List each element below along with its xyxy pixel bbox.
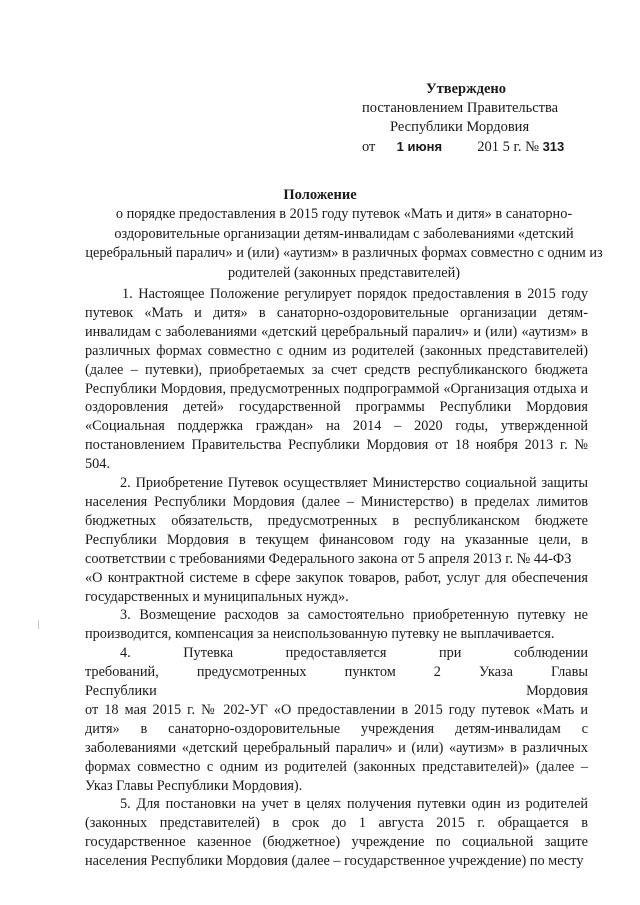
approval-date: 1 июня [396, 139, 443, 154]
approval-year: 201 5 г. № [477, 139, 539, 155]
scan-margin-mark [38, 620, 39, 629]
paragraph-3: 3. Возмещение расходов за самостоятельно приобретенную путевку не производится, компенсация за неиспользованную путевку не выплачивается. [85, 607, 588, 643]
paragraph-4: 4. Путевка предоставляется при соблюдении требований, предусмотренных пунктом 2 Указа Главы Республики Мордовия [85, 645, 588, 700]
document-title: Положение [283, 187, 357, 203]
paragraph-5: 5. Для постановки на учет в целях получения путевки один из родителей (законных представителей) в срок до 1 августа 2015 г. обращается в государственное казенное (бюджетное) учреждение по социальной защите населения Республики Мордовия (далее – государственное учреждение) по месту [85, 796, 588, 870]
approval-block [362, 80, 582, 157]
paragraph-4-continued: от 18 мая 2015 г. № 202-УГ «О предоставлении в 2015 году путевок «Мать и дитя» в санаторно-оздоровительные учреждения детям-инвалидам с заболеваниями «детский церебральный паралич» и (или) «аутизм» в различных формах совместно с одним из родителей (законных представителей)» (далее – Указ Главы Республики Мордовия). [85, 701, 588, 794]
approval-title: Утверждено [426, 81, 506, 97]
paragraph-1: 1. Настоящее Положение регулирует порядок предоставления в 2015 году путевок «Мать и дитя» в санаторно-оздоровительные организации детям-инвалидам с заболеваниями «детский церебральный паралич» и (или) «аутизм» в различных формах совместно с одним из родителей (законных представителей) (далее – путевки), приобретаемых за счет средств республиканского бюджета Республики Мордовия, предусмотренных подпрограммой «Организация отдыха и оздоровления детей» государственной программы Республики Мордовия «Социальная поддержка граждан» на 2014 – 2020 годы, утвержденной постановлением Правительства Республики Мордовия от 18 ноября 2013 г. № 504. [85, 286, 588, 473]
document-body [85, 285, 588, 871]
document-subtitle: о порядке предоставления в 2015 году путевок «Мать и дитя» в санаторно-оздоровительные организации детям-инвалидам с заболеваниями «детский церебральный паралич» и (или) «аутизм» в различных формах совместно с одним из родителей (законных представителей) [85, 206, 603, 281]
approval-resolution: постановлением Правительства [362, 100, 559, 116]
approval-number: 313 [542, 139, 565, 154]
approval-republic: Республики Мордовия [390, 119, 530, 135]
approval-prefix: от [362, 139, 376, 155]
paragraph-2: 2. Приобретение Путевок осуществляет Министерство социальной защиты населения Республики Мордовия (далее – Министерство) в пределах лимитов бюджетных обязательств, предусмотренных в республиканском бюджете Республики Мордовия в текущем финансовом году на указанные цели, в соответствии с требованиями Федерального закона от 5 апреля 2013 г. № 44-ФЗ [85, 475, 588, 567]
approval-date-line [362, 137, 582, 157]
paragraph-2-continued: «О контрактной системе в сфере закупок товаров, работ, услуг для обеспечения государственных и муниципальных нужд». [85, 569, 588, 605]
